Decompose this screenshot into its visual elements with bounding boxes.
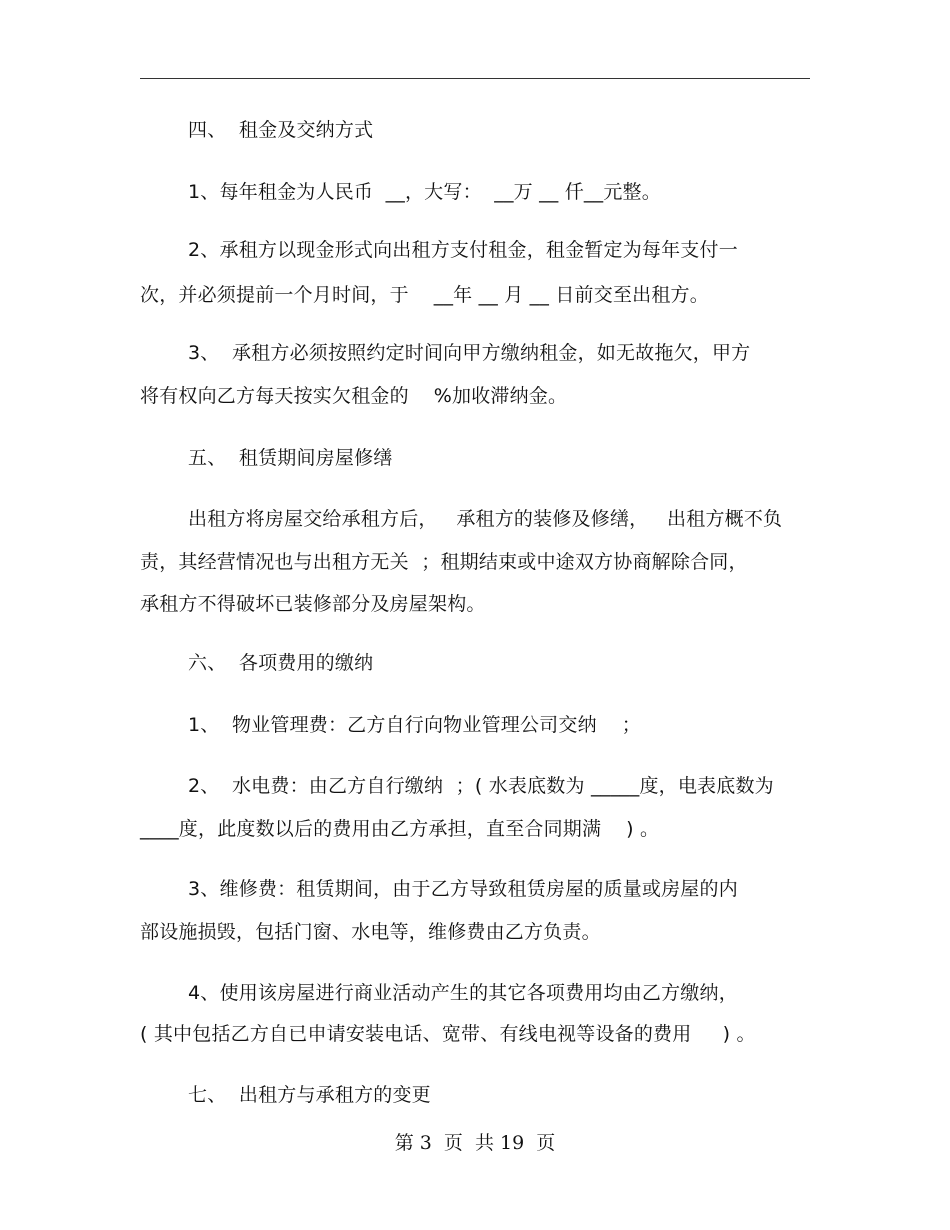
paragraph-line: 部设施损毁，包括门窗、水电等，维修费由乙方负责。 [140,921,601,943]
paragraph-line: 承租方不得破坏已装修部分及房屋架构。 [140,593,486,615]
paragraph-line: ( 其中包括乙方自已申请安装电话、宽带、有线电视等设备的费用 ) 。 [140,1023,756,1045]
paragraph-line: 2、 水电费：由乙方自行缴纳 ；( 水表底数为 _____度，电表底数为 [188,775,774,797]
section-heading-fees: 六、 各项费用的缴纳 [188,652,374,674]
page-number: 第 3 页 共 19 页 [394,1132,556,1154]
section-heading-change: 七、 出租方与承租方的变更 [188,1084,431,1106]
paragraph-line: 责，其经营情况也与出租方无关 ；租期结束或中途双方协商解除合同， [140,551,748,573]
paragraph-line: ____度，此度数以后的费用由乙方承担，直至合同期满 ) 。 [140,818,660,840]
paragraph-line: 3、 承租方必须按照约定时间向甲方缴纳租金，如无故拖欠，甲方 [188,342,751,364]
paragraph-line: 出租方将房屋交给承租方后， 承租方的装修及修缮， 出租方概不负 [188,508,783,530]
paragraph-line: 1、 物业管理费：乙方自行向物业管理公司交纳 ； [188,714,641,736]
paragraph-line: 将有权向乙方每天按实欠租金的 %加收滞纳金。 [140,385,568,407]
paragraph-line: 2、承租方以现金形式向出租方支付租金，租金暂定为每年支付一 [188,239,738,261]
paragraph-line: 4、使用该房屋进行商业活动产生的其它各项费用均由乙方缴纳， [188,982,738,1004]
paragraph-line: 1、每年租金为人民币 __，大写： __万 __ 仟__元整。 [188,181,661,203]
paragraph-line: 3、维修费：租赁期间，由于乙方导致租赁房屋的质量或房屋的内 [188,878,738,900]
section-heading-repair: 五、 租赁期间房屋修缮 [188,447,393,469]
paragraph-line: 次，并必须提前一个月时间，于 __年 __ 月 __ 日前交至出租方。 [140,284,709,306]
section-heading-rent: 四、 租金及交纳方式 [188,119,374,141]
header-rule [140,78,810,79]
